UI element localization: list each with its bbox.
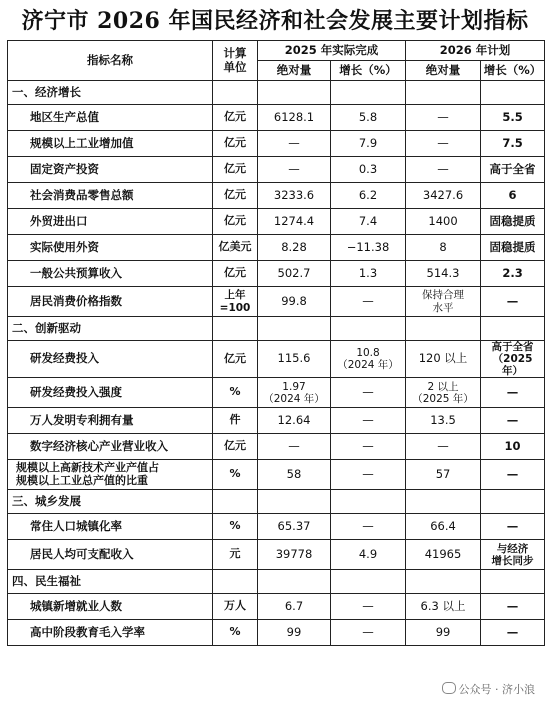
- value-2025-growth: —: [331, 514, 406, 540]
- header-absolute-2025: 绝对量: [258, 61, 331, 81]
- value-2026-absolute: 99: [406, 620, 481, 646]
- value-2025-absolute: 99.8: [258, 287, 331, 317]
- value-2025-growth: 10.8 （2024 年）: [331, 341, 406, 378]
- watermark: [439, 680, 539, 698]
- value-2025-growth: 4.9: [331, 540, 406, 570]
- value-2026-growth: 固稳提质: [481, 235, 545, 261]
- indicator-name: 外贸进出口: [8, 209, 213, 235]
- value-2026-absolute: 1400: [406, 209, 481, 235]
- value-2025-absolute: —: [258, 157, 331, 183]
- table-body: [8, 81, 545, 646]
- empty-cell: [213, 317, 258, 341]
- table-row: [8, 157, 545, 183]
- value-2025-absolute: —: [258, 434, 331, 460]
- value-2025-growth: —: [331, 378, 406, 408]
- table-row: [8, 261, 545, 287]
- table-row: [8, 235, 545, 261]
- indicator-name: 研发经费投入强度: [8, 378, 213, 408]
- indicator-name: 规模以上工业增加值: [8, 131, 213, 157]
- value-2025-absolute: 12.64: [258, 408, 331, 434]
- value-2025-growth: 1.3: [331, 261, 406, 287]
- empty-cell: [213, 570, 258, 594]
- table-row: [8, 183, 545, 209]
- table-row: [8, 434, 545, 460]
- value-2026-growth: —: [481, 460, 545, 490]
- empty-cell: [481, 570, 545, 594]
- empty-cell: [481, 317, 545, 341]
- empty-cell: [258, 490, 331, 514]
- value-2025-absolute: 39778: [258, 540, 331, 570]
- value-2025-growth: 0.3: [331, 157, 406, 183]
- indicator-name: 居民人均可支配收入: [8, 540, 213, 570]
- value-2026-absolute: —: [406, 105, 481, 131]
- indicator-name: 固定资产投资: [8, 157, 213, 183]
- value-2025-absolute: —: [258, 131, 331, 157]
- table-row: [8, 209, 545, 235]
- table-row: [8, 460, 545, 490]
- indicator-name: 常住人口城镇化率: [8, 514, 213, 540]
- header-growth-2026: 增长（%）: [481, 61, 545, 81]
- value-2025-growth: —: [331, 620, 406, 646]
- empty-cell: [213, 81, 258, 105]
- value-2025-absolute: 65.37: [258, 514, 331, 540]
- table-row: [8, 105, 545, 131]
- indicator-name: 地区生产总值: [8, 105, 213, 131]
- unit-cell: 亿美元: [213, 235, 258, 261]
- value-2025-absolute: 3233.6: [258, 183, 331, 209]
- value-2026-growth: 6: [481, 183, 545, 209]
- indicator-name: 高中阶段教育毛入学率: [8, 620, 213, 646]
- value-2025-growth: —: [331, 594, 406, 620]
- empty-cell: [331, 490, 406, 514]
- plan-indicators-table: [7, 40, 545, 646]
- value-2025-absolute: 6.7: [258, 594, 331, 620]
- table-row: [8, 540, 545, 570]
- value-2026-absolute: 13.5: [406, 408, 481, 434]
- empty-cell: [258, 81, 331, 105]
- value-2026-growth: —: [481, 514, 545, 540]
- value-2026-growth: 2.3: [481, 261, 545, 287]
- value-2025-growth: 7.9: [331, 131, 406, 157]
- table-row: [8, 287, 545, 317]
- empty-cell: [258, 317, 331, 341]
- indicator-name: 数字经济核心产业营业收入: [8, 434, 213, 460]
- unit-cell: 亿元: [213, 131, 258, 157]
- empty-cell: [481, 490, 545, 514]
- table-row: [8, 514, 545, 540]
- value-2025-absolute: 1274.4: [258, 209, 331, 235]
- value-2026-absolute: 66.4: [406, 514, 481, 540]
- value-2025-absolute: 115.6: [258, 341, 331, 378]
- value-2025-absolute: 1.97 （2024 年）: [258, 378, 331, 408]
- empty-cell: [258, 570, 331, 594]
- wechat-icon: [442, 682, 456, 694]
- value-2026-absolute: 2 以上 （2025 年）: [406, 378, 481, 408]
- unit-cell: %: [213, 514, 258, 540]
- empty-cell: [406, 81, 481, 105]
- value-2026-absolute: 41965: [406, 540, 481, 570]
- section-row: [8, 570, 545, 594]
- unit-cell: 件: [213, 408, 258, 434]
- unit-cell: %: [213, 460, 258, 490]
- value-2026-absolute: —: [406, 157, 481, 183]
- header-growth-2025: 增长（%）: [331, 61, 406, 81]
- unit-cell: 亿元: [213, 183, 258, 209]
- value-2026-growth: —: [481, 287, 545, 317]
- unit-cell: %: [213, 620, 258, 646]
- section-row: [8, 490, 545, 514]
- empty-cell: [331, 81, 406, 105]
- section-title: 三、城乡发展: [8, 490, 213, 514]
- indicator-name: 万人发明专利拥有量: [8, 408, 213, 434]
- indicator-name: 研发经费投入: [8, 341, 213, 378]
- value-2026-absolute: 120 以上: [406, 341, 481, 378]
- table-row: [8, 620, 545, 646]
- empty-cell: [406, 317, 481, 341]
- value-2026-absolute: 514.3: [406, 261, 481, 287]
- page-title: 济宁市 2026 年国民经济和社会发展主要计划指标: [21, 8, 529, 34]
- value-2025-absolute: 99: [258, 620, 331, 646]
- unit-cell: 亿元: [213, 261, 258, 287]
- value-2025-growth: —: [331, 408, 406, 434]
- value-2026-growth: 7.5: [481, 131, 545, 157]
- section-row: [8, 317, 545, 341]
- header-indicator: 指标名称: [8, 41, 213, 81]
- value-2026-absolute: 6.3 以上: [406, 594, 481, 620]
- empty-cell: [331, 570, 406, 594]
- empty-cell: [406, 570, 481, 594]
- value-2026-absolute: 57: [406, 460, 481, 490]
- value-2025-absolute: 6128.1: [258, 105, 331, 131]
- unit-cell: 亿元: [213, 105, 258, 131]
- unit-cell: 亿元: [213, 157, 258, 183]
- indicator-name: 规模以上高新技术产业产值占 规模以上工业总产值的比重: [8, 460, 213, 490]
- header-2025: 2025 年实际完成: [258, 41, 406, 61]
- value-2025-growth: —: [331, 434, 406, 460]
- unit-cell: 万人: [213, 594, 258, 620]
- indicator-name: 社会消费品零售总额: [8, 183, 213, 209]
- value-2026-absolute: 保持合理 水平: [406, 287, 481, 317]
- value-2025-absolute: 8.28: [258, 235, 331, 261]
- value-2025-growth: 6.2: [331, 183, 406, 209]
- value-2026-growth: —: [481, 620, 545, 646]
- value-2026-growth: 10: [481, 434, 545, 460]
- value-2026-growth: 高于全省 （2025 年）: [481, 341, 545, 378]
- unit-cell: 亿元: [213, 434, 258, 460]
- indicator-name: 实际使用外资: [8, 235, 213, 261]
- indicator-name: 居民消费价格指数: [8, 287, 213, 317]
- table-row: [8, 341, 545, 378]
- empty-cell: [331, 317, 406, 341]
- unit-cell: 元: [213, 540, 258, 570]
- value-2025-growth: 7.4: [331, 209, 406, 235]
- header-absolute-2026: 绝对量: [406, 61, 481, 81]
- empty-cell: [406, 490, 481, 514]
- watermark-text: 公众号 · 济小浪: [458, 683, 535, 696]
- value-2026-absolute: —: [406, 434, 481, 460]
- value-2026-absolute: 3427.6: [406, 183, 481, 209]
- header-unit: 计算 单位: [213, 41, 258, 81]
- section-title: 一、经济增长: [8, 81, 213, 105]
- unit-cell: 亿元: [213, 341, 258, 378]
- value-2025-growth: —: [331, 460, 406, 490]
- section-title: 四、民生福祉: [8, 570, 213, 594]
- value-2026-growth: 与经济 增长同步: [481, 540, 545, 570]
- value-2025-growth: —: [331, 287, 406, 317]
- table-row: [8, 378, 545, 408]
- header-2026: 2026 年计划: [406, 41, 545, 61]
- empty-cell: [481, 81, 545, 105]
- unit-cell: %: [213, 378, 258, 408]
- value-2026-growth: 高于全省: [481, 157, 545, 183]
- value-2025-growth: −11.38: [331, 235, 406, 261]
- value-2026-absolute: —: [406, 131, 481, 157]
- section-row: [8, 81, 545, 105]
- value-2026-growth: —: [481, 594, 545, 620]
- value-2026-growth: 5.5: [481, 105, 545, 131]
- unit-cell: 亿元: [213, 209, 258, 235]
- value-2026-growth: 固稳提质: [481, 209, 545, 235]
- value-2025-growth: 5.8: [331, 105, 406, 131]
- empty-cell: [213, 490, 258, 514]
- value-2026-absolute: 8: [406, 235, 481, 261]
- unit-cell: 上年 =100: [213, 287, 258, 317]
- value-2026-growth: —: [481, 408, 545, 434]
- value-2025-absolute: 502.7: [258, 261, 331, 287]
- table-row: [8, 131, 545, 157]
- indicator-name: 一般公共预算收入: [8, 261, 213, 287]
- indicator-name: 城镇新增就业人数: [8, 594, 213, 620]
- value-2026-growth: —: [481, 378, 545, 408]
- table-row: [8, 594, 545, 620]
- section-title: 二、创新驱动: [8, 317, 213, 341]
- value-2025-absolute: 58: [258, 460, 331, 490]
- table-row: [8, 408, 545, 434]
